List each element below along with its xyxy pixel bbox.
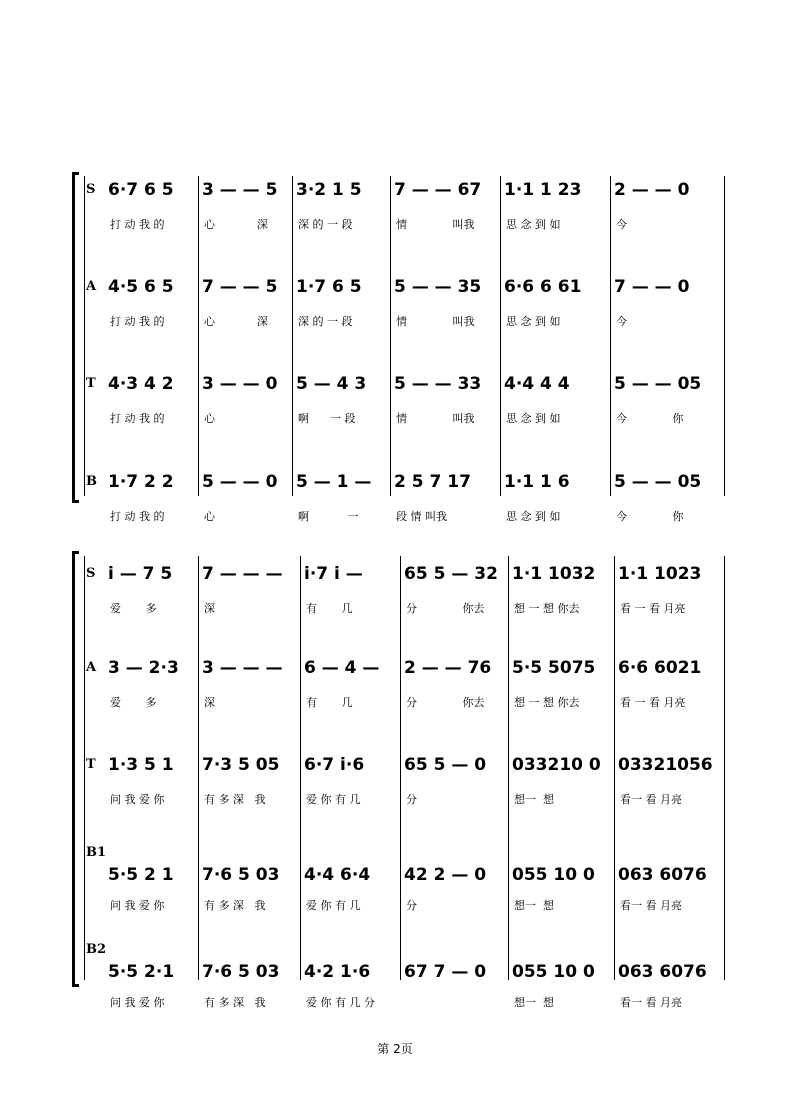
lyric-line: 有 几 (306, 696, 353, 709)
lyric-line: 爱 多 (110, 602, 157, 615)
measure-notes: 7 — — 5 (202, 277, 278, 297)
system-line (84, 556, 85, 980)
measure-notes: 6 — 4 — (304, 658, 380, 678)
measure-notes: 65 5 — 0 (404, 755, 487, 775)
lyric-line: 分 你去 (406, 696, 485, 709)
barline (400, 556, 401, 980)
measure-notes: 1·1 1 23 (504, 180, 582, 200)
measure-notes: i — 7 5 (108, 564, 173, 584)
page-number: 第 2页 (377, 1042, 413, 1056)
lyric-line: 思 念 到 如 (506, 510, 561, 523)
lyric-line: 心 深 (204, 315, 268, 328)
part-label: B (86, 474, 97, 489)
measure-notes: 7 — — — (202, 564, 283, 584)
measure-notes: 5·5 2·1 (108, 962, 175, 982)
lyric-line: 问 我 爱 你 (110, 899, 165, 912)
measure-notes: 5 — — 05 (614, 374, 702, 394)
measure-notes: 055 10 0 (512, 962, 595, 982)
measure-notes: 7 — — 67 (394, 180, 482, 200)
lyric-line: 有 多 深 我 (204, 793, 266, 806)
measure-notes: i·7 i — (304, 564, 363, 584)
lyric-line: 思 念 到 如 (506, 315, 561, 328)
measure-notes: 7 — — 0 (614, 277, 690, 297)
measure-notes: 3·2 1 5 (296, 180, 362, 200)
part-label: A (86, 279, 97, 294)
barline (610, 176, 611, 496)
measure-notes: 5 — — 35 (394, 277, 482, 297)
measure-notes: 67 7 — 0 (404, 962, 487, 982)
measure-notes: 2 — — 76 (404, 658, 492, 678)
lyric-line: 今 (616, 218, 627, 231)
lyric-line: 今 你 (616, 412, 684, 425)
part-label: T (86, 376, 96, 391)
lyric-line: 啊 一 段 (298, 412, 356, 425)
barline (198, 556, 199, 980)
lyric-line: 看一 看 月亮 (620, 793, 682, 806)
barline (300, 556, 301, 980)
barline (724, 556, 725, 980)
lyric-line: 有 多 深 我 (204, 996, 266, 1009)
lyric-line: 问 我 爱 你 (110, 793, 165, 806)
measure-notes: 5 — — 05 (614, 472, 702, 492)
measure-notes: 6·6 6021 (618, 658, 702, 678)
lyric-line: 打 动 我 的 (110, 315, 165, 328)
lyric-line: 心 (204, 412, 215, 425)
lyric-line: 爱 你 有 几 (306, 899, 361, 912)
barline (292, 176, 293, 496)
lyric-line: 分 你去 (406, 602, 485, 615)
lyric-line: 思 念 到 如 (506, 218, 561, 231)
lyric-line: 打 动 我 的 (110, 218, 165, 231)
lyric-line: 看 一 看 月亮 (620, 602, 686, 615)
measure-notes: 5·5 2 1 (108, 865, 174, 885)
lyric-line: 看一 看 月亮 (620, 996, 682, 1009)
lyric-line: 想 一 想 你去 (514, 602, 580, 615)
measure-notes: 063 6076 (618, 962, 707, 982)
measure-notes: 5 — 4 3 (296, 374, 367, 394)
lyric-line: 看 一 看 月亮 (620, 696, 686, 709)
measure-notes: 1·1 1 6 (504, 472, 570, 492)
barline (724, 176, 725, 496)
lyric-line: 情 叫我 (396, 412, 475, 425)
lyric-line: 分 (406, 793, 417, 806)
measure-notes: 055 10 0 (512, 865, 595, 885)
lyric-line: 今 (616, 315, 627, 328)
lyric-line: 思 念 到 如 (506, 412, 561, 425)
lyric-line: 深 (204, 696, 215, 709)
measure-notes: 1·7 6 5 (296, 277, 362, 297)
part-label: S (86, 182, 96, 197)
part-label: A (86, 660, 97, 675)
lyric-line: 今 你 (616, 510, 684, 523)
measure-notes: 3 — — 5 (202, 180, 278, 200)
measure-notes: 7·3 5 05 (202, 755, 280, 775)
lyric-line: 情 叫我 (396, 315, 475, 328)
lyric-line: 分 (406, 899, 417, 912)
lyric-line: 深 的 一 段 (298, 218, 353, 231)
measure-notes: 6·7 6 5 (108, 180, 174, 200)
measure-notes: 2 5 7 17 (394, 472, 471, 492)
barline (198, 176, 199, 496)
lyric-line: 爱 你 有 几 (306, 793, 361, 806)
measure-notes: 5 — — 33 (394, 374, 482, 394)
measure-notes: 3 — 2·3 (108, 658, 179, 678)
lyric-line: 心 深 (204, 218, 268, 231)
measure-notes: 4·5 6 5 (108, 277, 174, 297)
system-brace (72, 172, 79, 503)
measure-notes: 4·4 6·4 (304, 865, 371, 885)
measure-notes: 4·2 1·6 (304, 962, 371, 982)
measure-notes: 5 — — 0 (202, 472, 278, 492)
measure-notes: 2 — — 0 (614, 180, 690, 200)
measure-notes: 7·6 5 03 (202, 962, 280, 982)
measure-notes: 1·1 1023 (618, 564, 702, 584)
lyric-line: 啊 一 (298, 510, 359, 523)
lyric-line: 打 动 我 的 (110, 412, 165, 425)
lyric-line: 有 几 (306, 602, 353, 615)
measure-notes: 4·4 4 4 (504, 374, 570, 394)
measure-notes: 1·1 1032 (512, 564, 596, 584)
lyric-line: 看一 看 月亮 (620, 899, 682, 912)
lyric-line: 想 一 想 你去 (514, 696, 580, 709)
measure-notes: 65 5 — 32 (404, 564, 498, 584)
system-brace (72, 551, 79, 987)
measure-notes: 3 — — — (202, 658, 283, 678)
lyric-line: 深 的 一 段 (298, 315, 353, 328)
part-label: S (86, 566, 96, 581)
barline (614, 556, 615, 980)
measure-notes: 4·3 4 2 (108, 374, 174, 394)
lyric-line: 有 多 深 我 (204, 899, 266, 912)
lyric-line: 想一 想 (514, 996, 554, 1009)
lyric-line: 问 我 爱 你 (110, 996, 165, 1009)
lyric-line: 爱 你 有 几 分 (306, 996, 375, 1009)
lyric-line: 段 情 叫我 (396, 510, 447, 523)
measure-notes: 6·7 i·6 (304, 755, 365, 775)
lyric-line: 想一 想 (514, 793, 554, 806)
system-line (84, 176, 85, 496)
measure-notes: 6·6 6 61 (504, 277, 582, 297)
lyric-line: 打 动 我 的 (110, 510, 165, 523)
measure-notes: 03321056 (618, 755, 713, 775)
part-label: B1 (86, 845, 107, 860)
measure-notes: 063 6076 (618, 865, 707, 885)
measure-notes: 3 — — 0 (202, 374, 278, 394)
part-label: B2 (86, 942, 107, 957)
barline (508, 556, 509, 980)
measure-notes: 42 2 — 0 (404, 865, 487, 885)
measure-notes: 1·3 5 1 (108, 755, 174, 775)
barline (500, 176, 501, 496)
measure-notes: 1·7 2 2 (108, 472, 174, 492)
measure-notes: 033210 0 (512, 755, 601, 775)
barline (390, 176, 391, 496)
part-label: T (86, 757, 96, 772)
lyric-line: 爱 多 (110, 696, 157, 709)
lyric-line: 深 (204, 602, 215, 615)
measure-notes: 5 — 1 — (296, 472, 372, 492)
measure-notes: 5·5 5075 (512, 658, 596, 678)
lyric-line: 情 叫我 (396, 218, 475, 231)
lyric-line: 心 (204, 510, 215, 523)
lyric-line: 想一 想 (514, 899, 554, 912)
measure-notes: 7·6 5 03 (202, 865, 280, 885)
